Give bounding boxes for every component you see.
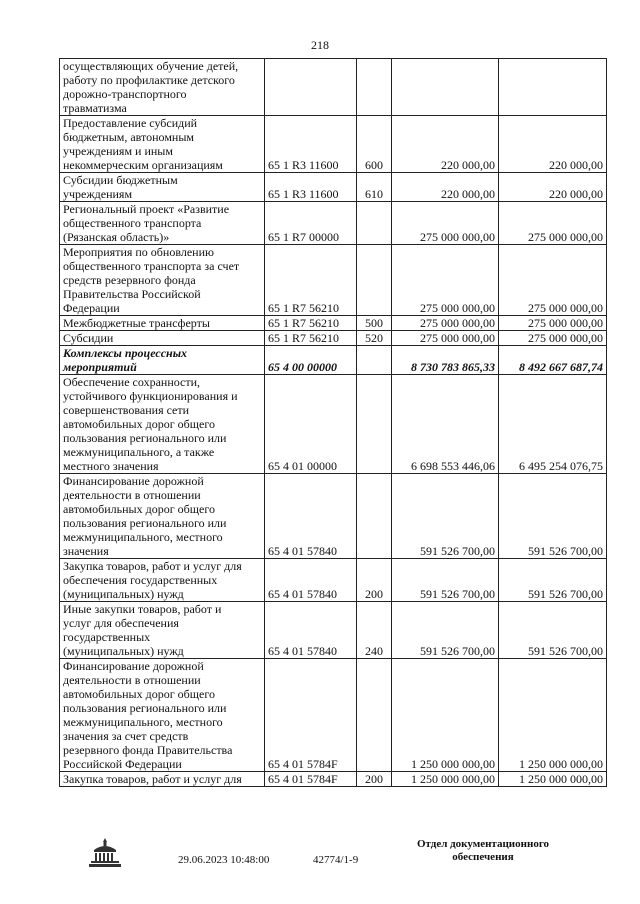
table-row: [60, 772, 607, 787]
amount-2025-cell: 1 250 000 000,00: [499, 772, 607, 787]
row-name-line: межмуниципального, местного: [63, 715, 223, 729]
row-name-line: бюджетным, автономным: [63, 130, 194, 144]
row-name-line: устойчивого функционирования и: [63, 389, 238, 403]
row-name-line: Федерации: [63, 301, 120, 315]
row-name-line: автомобильных дорог общего: [63, 687, 215, 701]
expense-type-code-cell: [357, 202, 392, 245]
row-name-line: Финансирование дорожной: [63, 659, 204, 673]
expense-type-code-cell: 600: [357, 116, 392, 173]
row-name-line: резервного фонда Правительства: [63, 743, 233, 757]
row-name-cell: [60, 772, 265, 787]
amount-2024-cell: 591 526 700,00: [392, 559, 499, 602]
table-row: [60, 474, 607, 559]
target-article-code-cell: [265, 59, 357, 116]
row-name-cell: [60, 245, 265, 316]
target-article-code-cell: 65 4 01 57840: [265, 602, 357, 659]
row-name-line: учреждениям: [63, 187, 133, 201]
amount-2025-cell: 8 492 667 687,74: [499, 346, 607, 375]
budget-table: [59, 58, 607, 787]
row-name-line: работу по профилактике детского: [63, 73, 235, 87]
row-name-line: Мероприятия по обновлению: [63, 245, 214, 259]
row-name-line: Российской Федерации: [63, 757, 182, 771]
footer-department-line: Отдел документационного: [416, 838, 550, 850]
row-name-line: (муниципальных) нужд: [63, 587, 184, 601]
target-article-code-cell: 65 4 01 5784F: [265, 659, 357, 772]
table-row: [60, 202, 607, 245]
table-row: [60, 59, 607, 116]
target-article-code-cell: 65 1 R7 56210: [265, 331, 357, 346]
row-name-line: услуг для обеспечения: [63, 616, 179, 630]
amount-2025-cell: 591 526 700,00: [499, 474, 607, 559]
row-name-cell: [60, 116, 265, 173]
amount-2024-cell: 275 000 000,00: [392, 331, 499, 346]
footer-document-id: 42774/1-9: [313, 854, 359, 866]
expense-type-code-cell: [357, 346, 392, 375]
expense-type-code-cell: [357, 375, 392, 474]
row-name-cell: [60, 474, 265, 559]
expense-type-code-cell: [357, 59, 392, 116]
row-name-cell: [60, 346, 265, 375]
row-name-line: значения за счет средств: [63, 729, 189, 743]
table-row: [60, 116, 607, 173]
row-name-line: Предоставление субсидий: [63, 116, 198, 130]
row-name-line: дорожно-транспортного: [63, 87, 187, 101]
page-number: 218: [311, 38, 329, 52]
row-name-line: межмуниципального, местного: [63, 530, 223, 544]
target-article-code-cell: 65 1 R3 11600: [265, 116, 357, 173]
amount-2025-cell: 275 000 000,00: [499, 331, 607, 346]
expense-type-code-cell: 520: [357, 331, 392, 346]
row-name-cell: [60, 375, 265, 474]
row-name-line: Закупка товаров, работ и услуг для: [63, 772, 242, 786]
row-name-cell: [60, 202, 265, 245]
amount-2024-cell: 275 000 000,00: [392, 245, 499, 316]
expense-type-code-cell: 200: [357, 772, 392, 787]
amount-2024-cell: 275 000 000,00: [392, 316, 499, 331]
table-row: [60, 245, 607, 316]
footer-department: [398, 838, 568, 864]
target-article-code-cell: 65 1 R3 11600: [265, 173, 357, 202]
amount-2025-cell: 1 250 000 000,00: [499, 659, 607, 772]
amount-2025-cell: 220 000,00: [499, 173, 607, 202]
row-name-line: Финансирование дорожной: [63, 474, 204, 488]
amount-2024-cell: 591 526 700,00: [392, 602, 499, 659]
row-name-line: мероприятий: [63, 360, 137, 374]
expense-type-code-cell: 500: [357, 316, 392, 331]
row-name-line: Субсидии: [63, 331, 114, 345]
row-name-cell: [60, 173, 265, 202]
row-name-line: деятельности в отношении: [63, 673, 201, 687]
amount-2024-cell: 591 526 700,00: [392, 474, 499, 559]
table-row: [60, 602, 607, 659]
row-name-cell: [60, 659, 265, 772]
row-name-line: Обеспечение сохранности,: [63, 375, 201, 389]
amount-2025-cell: 220 000,00: [499, 116, 607, 173]
amount-2025-cell: 275 000 000,00: [499, 202, 607, 245]
expense-type-code-cell: [357, 474, 392, 559]
row-name-cell: [60, 559, 265, 602]
amount-2024-cell: 1 250 000 000,00: [392, 772, 499, 787]
amount-2025-cell: 275 000 000,00: [499, 245, 607, 316]
amount-2025-cell: 6 495 254 076,75: [499, 375, 607, 474]
row-name-cell: [60, 59, 265, 116]
amount-2024-cell: 220 000,00: [392, 116, 499, 173]
target-article-code-cell: 65 1 R7 56210: [265, 245, 357, 316]
footer-department-line: обеспечения: [452, 851, 514, 863]
row-name-line: осуществляющих обучение детей,: [63, 59, 239, 73]
row-name-line: общественного транспорта за счет: [63, 259, 240, 273]
row-name-line: деятельности в отношении: [63, 488, 201, 502]
row-name-line: Правительства Российской: [63, 287, 201, 301]
row-name-line: (муниципальных) нужд: [63, 644, 184, 658]
table-row: [60, 375, 607, 474]
amount-2025-cell: 591 526 700,00: [499, 559, 607, 602]
table-row: [60, 346, 607, 375]
row-name-line: совершенствования сети: [63, 403, 190, 417]
row-name-line: некоммерческим организациям: [63, 158, 223, 172]
table-row: [60, 331, 607, 346]
amount-2024-cell: 6 698 553 446,06: [392, 375, 499, 474]
expense-type-code-cell: [357, 245, 392, 316]
row-name-line: пользования регионального или: [63, 701, 227, 715]
row-name-line: межмуниципального, а также: [63, 445, 215, 459]
row-name-cell: [60, 331, 265, 346]
table-row: [60, 659, 607, 772]
target-article-code-cell: 65 4 01 57840: [265, 559, 357, 602]
amount-2024-cell: 220 000,00: [392, 173, 499, 202]
row-name-line: Комплексы процессных: [63, 346, 188, 360]
expense-type-code-cell: 610: [357, 173, 392, 202]
amount-2025-cell: 275 000 000,00: [499, 316, 607, 331]
row-name-line: пользования регионального или: [63, 431, 227, 445]
target-article-code-cell: 65 4 01 00000: [265, 375, 357, 474]
expense-type-code-cell: 200: [357, 559, 392, 602]
amount-2024-cell: 8 730 783 865,33: [392, 346, 499, 375]
row-name-cell: [60, 602, 265, 659]
row-name-line: общественного транспорта: [63, 216, 202, 230]
row-name-line: Региональный проект «Развитие: [63, 202, 230, 216]
table-row: [60, 316, 607, 331]
target-article-code-cell: 65 4 00 00000: [265, 346, 357, 375]
amount-2024-cell: 1 250 000 000,00: [392, 659, 499, 772]
amount-2024-cell: 275 000 000,00: [392, 202, 499, 245]
row-name-line: значения: [63, 544, 109, 558]
target-article-code-cell: 65 1 R7 00000: [265, 202, 357, 245]
amount-2024-cell: [392, 59, 499, 116]
rzd-building-logo-icon: [88, 836, 122, 868]
row-name-line: (Рязанская область)»: [63, 230, 170, 244]
table-row: [60, 173, 607, 202]
row-name-line: автомобильных дорог общего: [63, 502, 215, 516]
amount-2025-cell: 591 526 700,00: [499, 602, 607, 659]
row-name-line: Субсидии бюджетным: [63, 173, 178, 187]
table-row: [60, 559, 607, 602]
row-name-line: Иные закупки товаров, работ и: [63, 602, 222, 616]
row-name-cell: [60, 316, 265, 331]
amount-2025-cell: [499, 59, 607, 116]
row-name-line: пользования регионального или: [63, 516, 227, 530]
row-name-line: Межбюджетные трансферты: [63, 316, 210, 330]
expense-type-code-cell: [357, 659, 392, 772]
row-name-line: учреждениям и иным: [63, 144, 173, 158]
expense-type-code-cell: 240: [357, 602, 392, 659]
row-name-line: государственных: [63, 630, 151, 644]
target-article-code-cell: 65 1 R7 56210: [265, 316, 357, 331]
row-name-line: обеспечения государственных: [63, 573, 218, 587]
row-name-line: местного значения: [63, 459, 159, 473]
target-article-code-cell: 65 4 01 57840: [265, 474, 357, 559]
target-article-code-cell: 65 4 01 5784F: [265, 772, 357, 787]
row-name-line: средств резервного фонда: [63, 273, 196, 287]
row-name-line: автомобильных дорог общего: [63, 417, 215, 431]
footer-timestamp: 29.06.2023 10:48:00: [178, 854, 270, 866]
row-name-line: Закупка товаров, работ и услуг для: [63, 559, 242, 573]
row-name-line: травматизма: [63, 101, 127, 115]
